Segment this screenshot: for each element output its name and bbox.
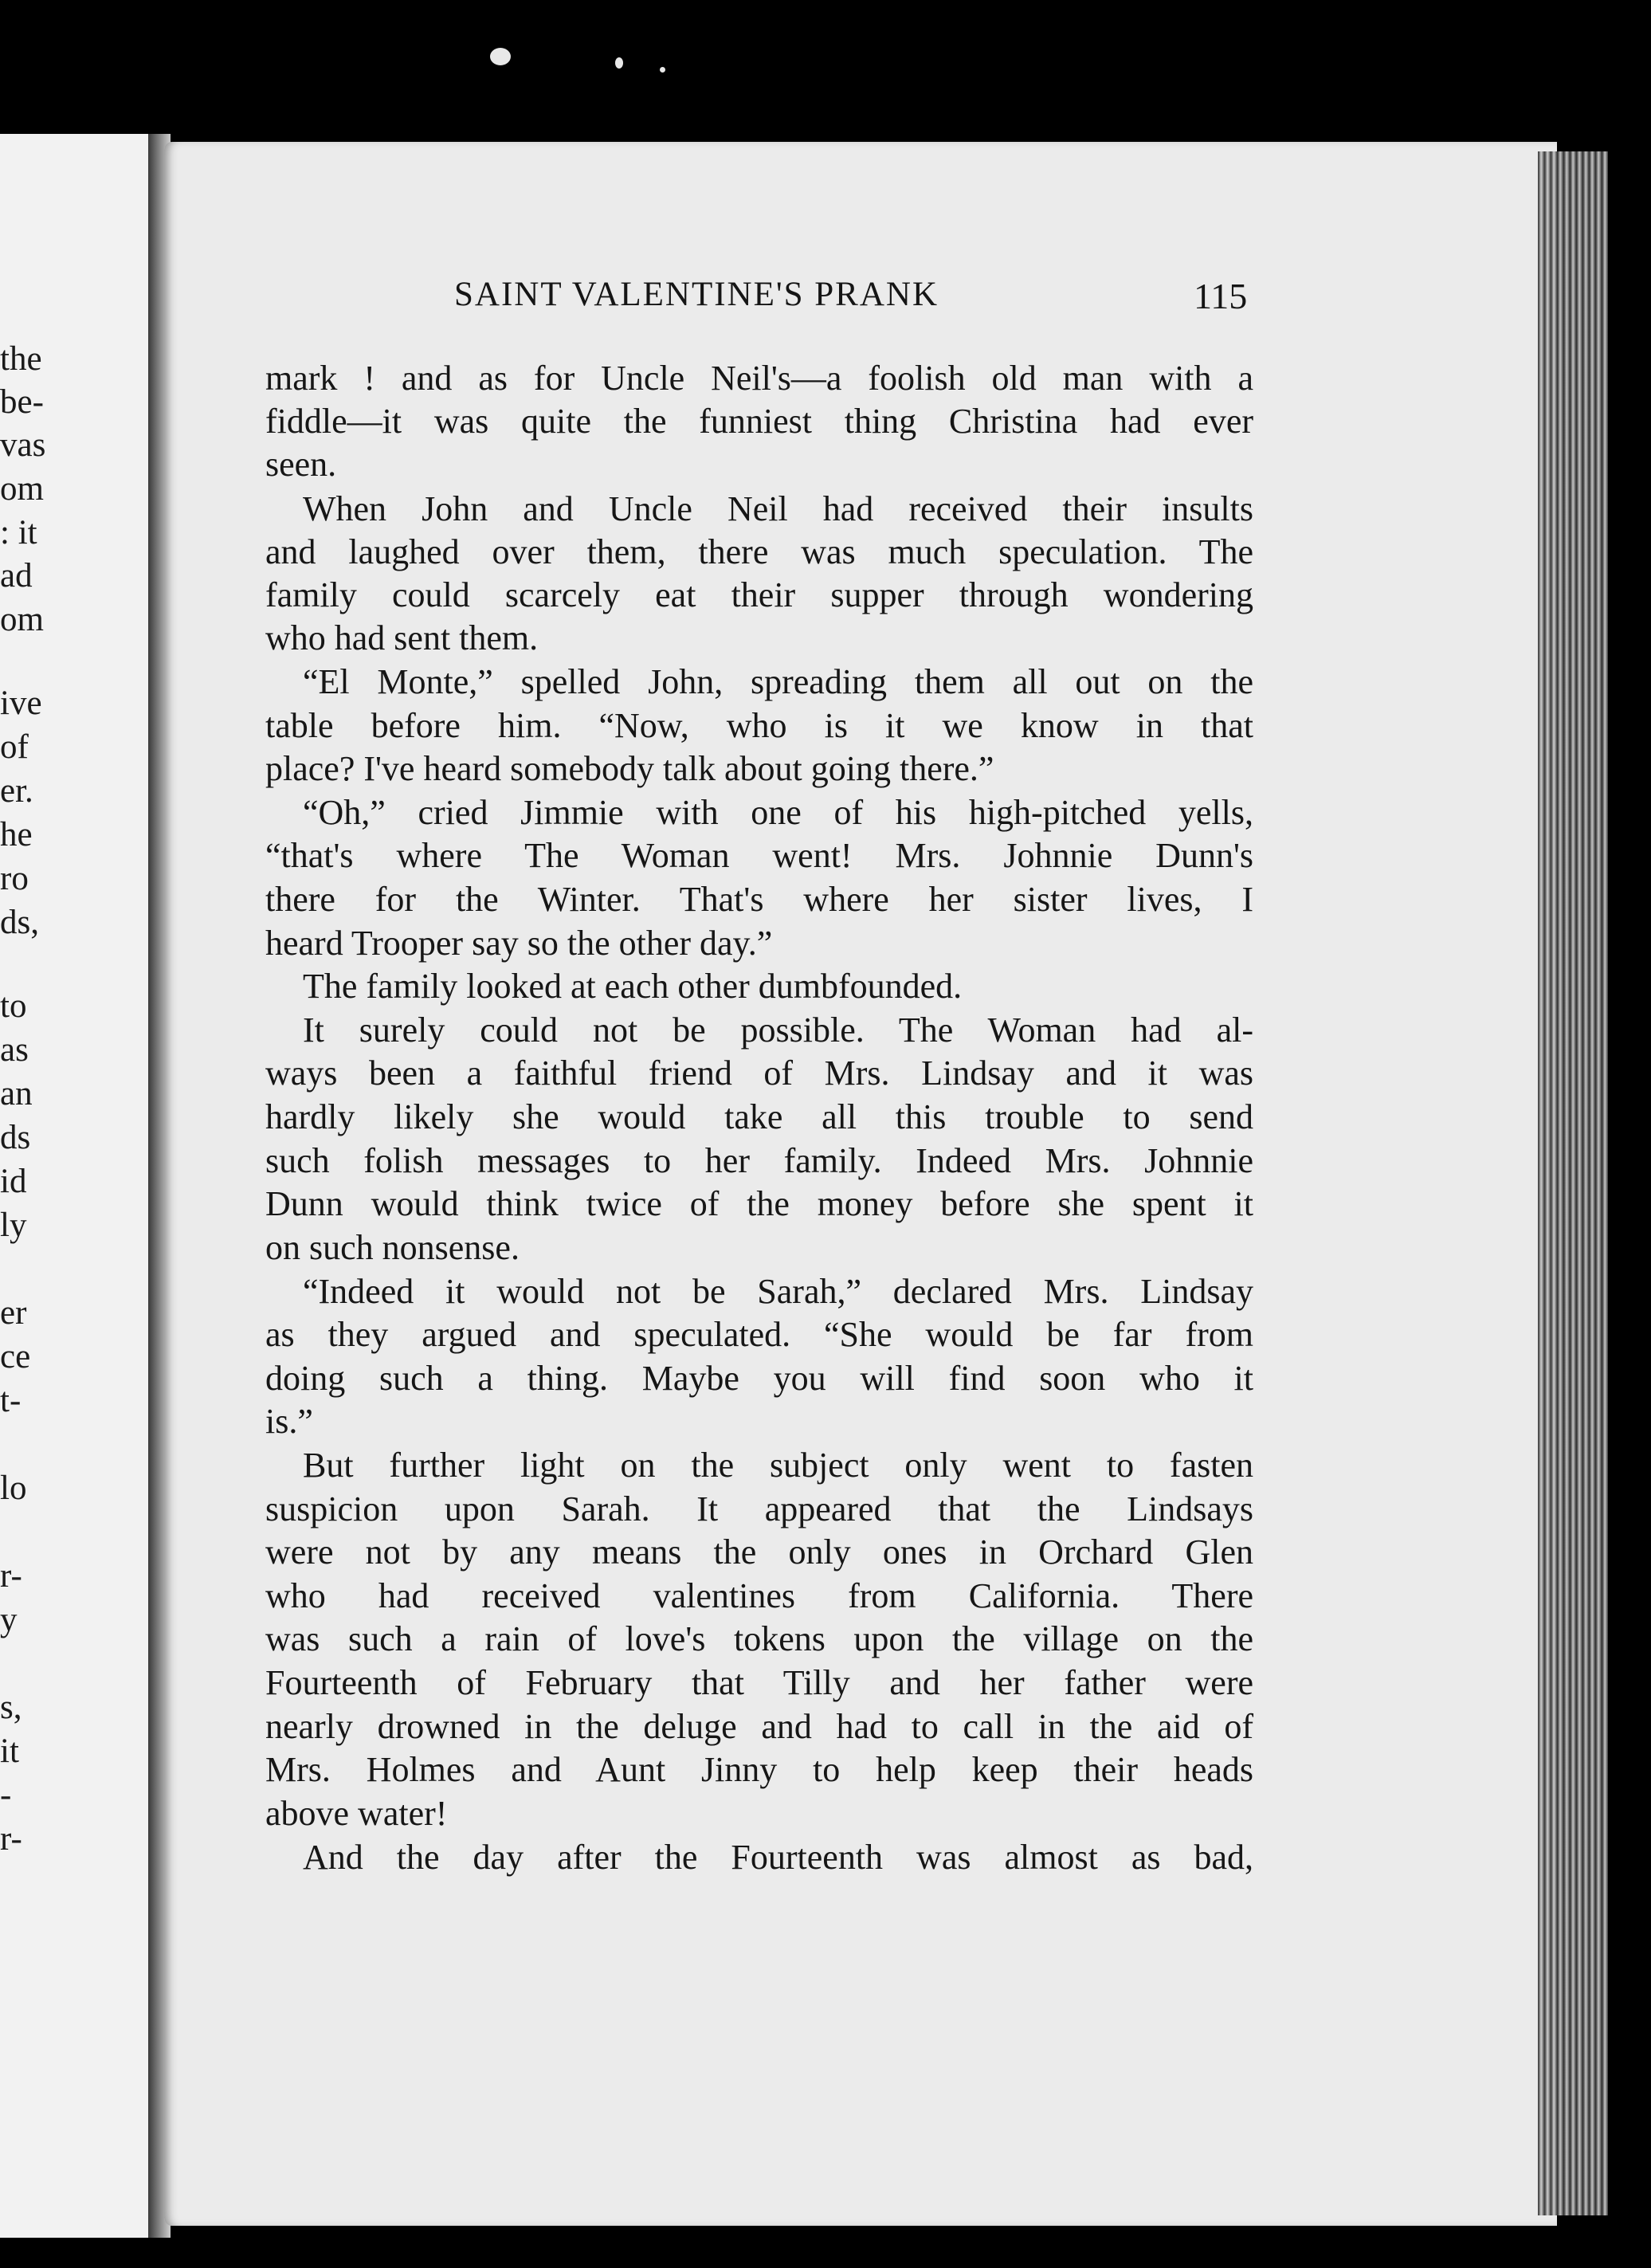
body-text-line: above water! <box>265 1794 448 1833</box>
body-text-line: were not by any means the only ones in Orchard Glen <box>265 1532 1253 1572</box>
body-text-line: suspicion upon Sarah. It appeared that the Lindsays <box>265 1489 1253 1528</box>
left-page-fragment: t- <box>0 1382 22 1419</box>
body-text-line: nearly drowned in the deluge and had to call in the aid of <box>265 1707 1253 1746</box>
body-text-line: Fourteenth of February that Tilly and her father were <box>265 1663 1253 1702</box>
left-page-fragment: ive <box>0 685 42 722</box>
left-page-fragment: ds <box>0 1119 31 1156</box>
left-page-fragment: as <box>0 1031 29 1069</box>
left-page-fragment: id <box>0 1163 27 1200</box>
left-page-fragment: ds, <box>0 904 39 941</box>
left-page-fragment: er <box>0 1294 27 1332</box>
body-text-line: Dunn would think twice of the money before she spent it <box>265 1184 1253 1223</box>
left-page-fragment: he <box>0 816 33 853</box>
body-text-line: seen. <box>265 445 337 484</box>
left-page-fragment: om <box>0 601 44 638</box>
left-page-fragment: of <box>0 728 29 766</box>
running-head: SAINT VALENTINE'S PRANK <box>454 276 939 313</box>
scan-speck <box>615 57 623 69</box>
left-page-fragment: vas <box>0 426 46 464</box>
left-page-fragment: er. <box>0 772 33 810</box>
left-page-fragment: an <box>0 1075 33 1112</box>
body-text-line: When John and Uncle Neil had received their insults <box>303 489 1253 528</box>
left-page-fragment: : it <box>0 514 37 551</box>
left-page-fragment: ro <box>0 860 29 897</box>
left-page-fragment: the <box>0 340 42 378</box>
body-text-line: The family looked at each other dumbfounded. <box>303 967 963 1006</box>
body-text-line: “El Monte,” spelled John, spreading them all out on the <box>303 662 1253 701</box>
body-text-line: And the day after the Fourteenth was almost as bad, <box>303 1838 1253 1877</box>
page-number: 115 <box>1194 276 1248 316</box>
left-facing-page <box>0 134 156 2238</box>
body-text-line: on such nonsense. <box>265 1228 520 1267</box>
body-text-line: “Oh,” cried Jimmie with one of his high-pitched yells, <box>303 793 1253 832</box>
body-text-line: “Indeed it would not be Sarah,” declared Mrs. Lindsay <box>303 1272 1253 1311</box>
body-text-line: is.” <box>265 1402 313 1441</box>
body-text-line: doing such a thing. Maybe you will find soon who it <box>265 1359 1253 1398</box>
page-fore-edge <box>1538 151 1608 2215</box>
body-text-line: there for the Winter. That's where her sister lives, I <box>265 880 1253 919</box>
body-text-line: such folish messages to her family. Indeed Mrs. Johnnie <box>265 1141 1253 1180</box>
body-text-line: It surely could not be possible. The Woman had al- <box>303 1010 1253 1050</box>
body-text-line: “that's where The Woman went! Mrs. Johnnie Dunn's <box>265 836 1253 875</box>
left-page-fragment: it <box>0 1732 19 1770</box>
body-text-line: heard Trooper say so the other day.” <box>265 924 773 963</box>
left-page-fragment: y <box>0 1601 18 1638</box>
left-page-fragment: ly <box>0 1207 27 1244</box>
body-text-line: table before him. “Now, who is it we know in that <box>265 706 1253 745</box>
body-text-line: was such a rain of love's tokens upon the village on the <box>265 1619 1253 1658</box>
body-text-line: mark ! and as for Uncle Neil's—a foolish old man with a <box>265 359 1253 398</box>
left-page-fragment: s, <box>0 1689 22 1726</box>
body-text-line: Mrs. Holmes and Aunt Jinny to help keep their heads <box>265 1750 1253 1789</box>
left-page-fragment: om <box>0 470 44 508</box>
body-text-line: and laughed over them, there was much speculation. The <box>265 532 1253 571</box>
left-page-fragment: ad <box>0 557 33 594</box>
scan-speck <box>490 48 511 65</box>
body-text-line: But further light on the subject only went to fasten <box>303 1446 1253 1485</box>
left-page-fragment: r- <box>0 1557 22 1595</box>
body-text-line: family could scarcely eat their supper through wondering <box>265 575 1253 614</box>
body-text-line: fiddle—it was quite the funniest thing Christina had ever <box>265 402 1253 441</box>
body-text-line: ways been a faithful friend of Mrs. Lindsay and it was <box>265 1054 1253 1093</box>
left-page-fragment: to <box>0 987 27 1025</box>
left-page-fragment: ce <box>0 1338 31 1375</box>
body-text-line: as they argued and speculated. “She would be far from <box>265 1315 1253 1354</box>
body-text-line: hardly likely she would take all this trouble to send <box>265 1097 1253 1136</box>
left-page-fragment: - <box>0 1776 12 1814</box>
left-page-fragment: r- <box>0 1820 22 1858</box>
body-text-line: who had received valentines from California. There <box>265 1576 1253 1615</box>
left-page-fragment: be- <box>0 383 44 421</box>
body-text-line: who had sent them. <box>265 618 539 657</box>
left-page-fragment: lo <box>0 1469 27 1507</box>
body-text-line: place? I've heard somebody talk about going there.” <box>265 749 994 788</box>
scan-speck <box>660 67 665 73</box>
